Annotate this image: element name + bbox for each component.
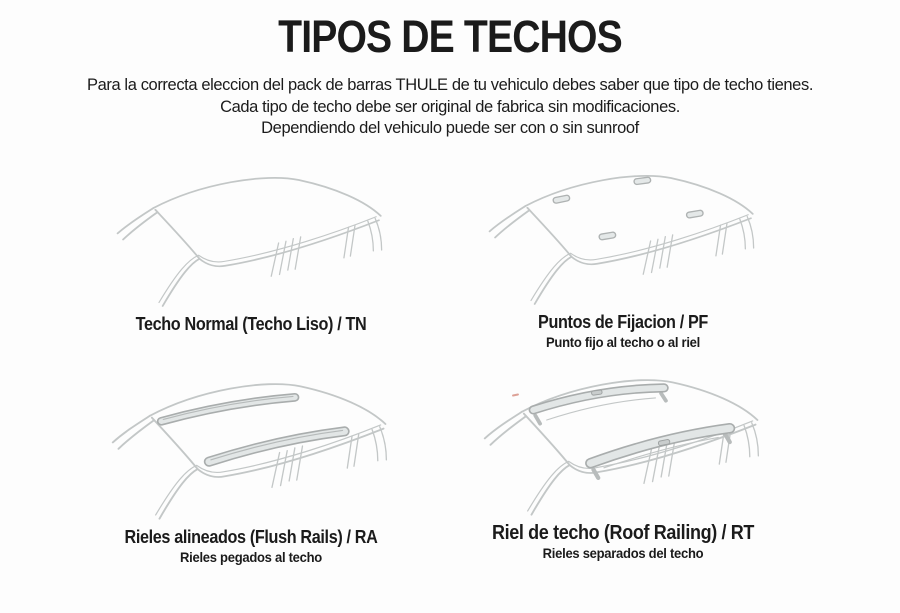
roof-type-caption-pf: Puntos de Fijacion / PF xyxy=(538,312,708,332)
roof-type-caption-rt: Riel de techo (Roof Railing) / RT xyxy=(491,522,755,544)
roof-railing-illustration xyxy=(480,375,766,522)
roof-type-card-tn xyxy=(84,173,418,335)
fixed-points-roof-illustration xyxy=(485,171,761,311)
roof-type-caption-ra: Rieles alineados (Flush Rails) / RA xyxy=(124,527,378,547)
normal-roof-illustration xyxy=(113,173,389,313)
roof-type-card-pf xyxy=(456,171,790,351)
intro-paragraph xyxy=(14,74,887,139)
intro-line-1: Para la correcta eleccion del pack de barras THULE de tu vehiculo debes saber que tipo de techo tienes. xyxy=(86,75,814,94)
intro-line-2: Cada tipo de techo debe ser original de fabrica sin modificaciones. xyxy=(220,96,680,116)
roof-type-subcaption-ra: Rieles pegados al techo xyxy=(180,549,322,565)
flush-rails-roof-illustration xyxy=(108,379,394,526)
roof-type-caption-tn: Techo Normal (Techo Liso) / TN xyxy=(135,314,367,334)
roof-type-card-ra xyxy=(84,379,418,566)
roof-type-card-rt xyxy=(456,375,790,562)
intro-line-3: Dependiendo del vehiculo puede ser con o sin sunroof xyxy=(261,118,639,137)
roof-type-subcaption-pf: Punto fijo al techo o al riel xyxy=(546,334,700,350)
roof-type-subcaption-rt: Rieles separados del techo xyxy=(542,545,704,561)
page-title: TIPOS DE TECHOS xyxy=(278,11,622,62)
